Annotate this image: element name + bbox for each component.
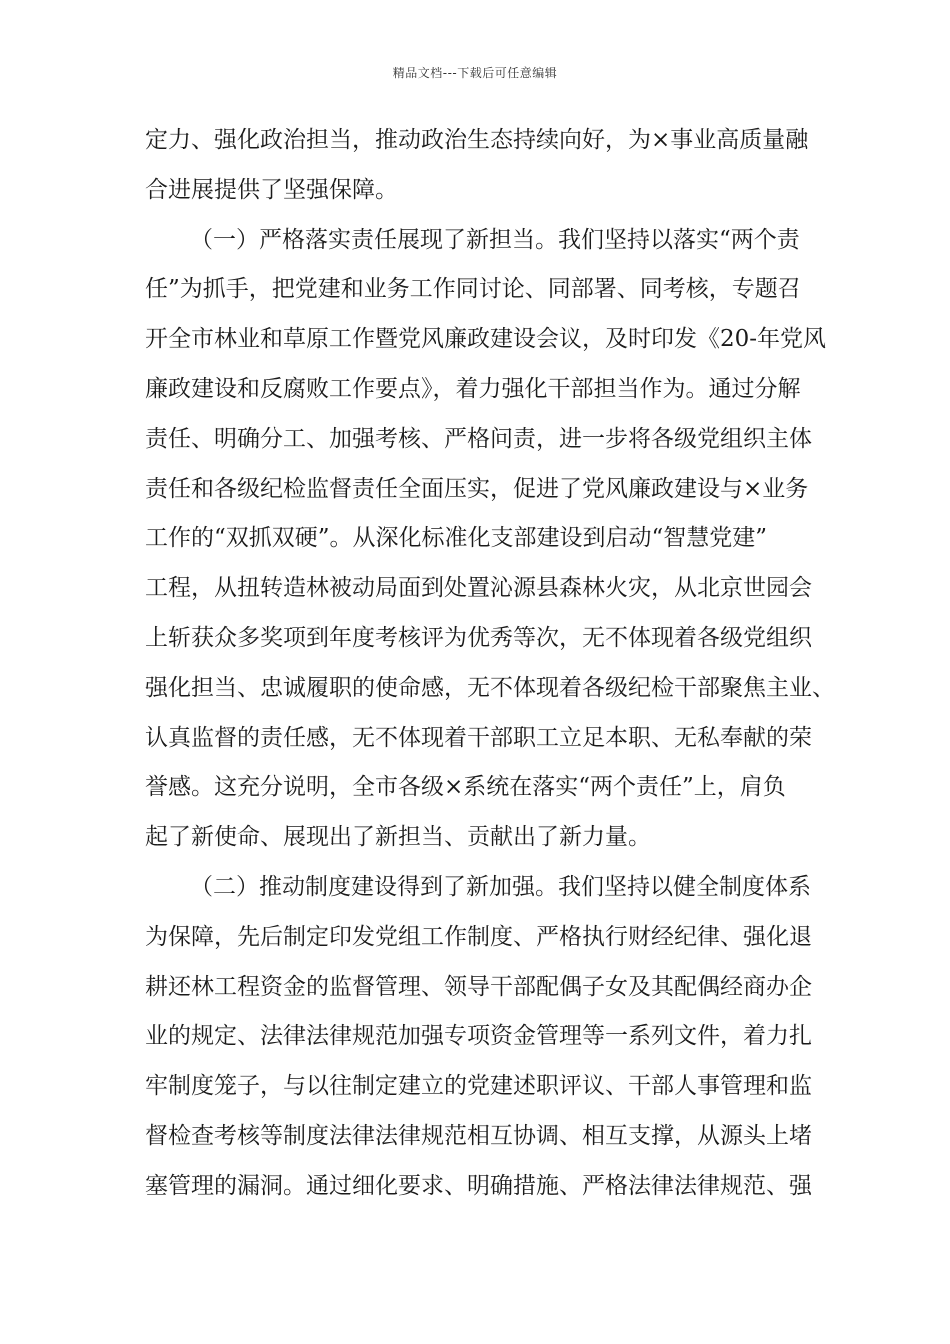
body-line: 责任和各级纪检监督责任全面压实，促进了党风廉政建设与×业务 [145,475,809,502]
body-line: 业的规定、法律法律规范加强专项资金管理等一系列文件，着力扎 [145,1023,812,1050]
body-line: （二）推动制度建设得到了新加强。我们坚持以健全制度体系 [190,874,811,900]
body-line: 任”为抓手，把党建和业务工作同讨论、同部署、同考核，专题召 [145,276,801,303]
body-line: 为保障，先后制定印发党组工作制度、严格执行财经纪律、强化退 [145,923,812,950]
body-line: 上斩获众多奖项到年度考核评为优秀等次，无不体现着各级党组织 [145,625,812,651]
body-line: 耕还林工程资金的监督管理、领导干部配偶子女及其配偶经商办企 [145,973,812,1000]
body-line: （一）严格落实责任展现了新担当。我们坚持以落实“两个责 [190,226,800,253]
body-line: 督检查考核等制度法律法律规范相互协调、相互支撑，从源头上堵 [145,1123,812,1149]
body-line: 廉政建设和反腐败工作要点》，着力强化干部担当作为。通过分解 [145,376,801,402]
body-line: 责任、明确分工、加强考核、严格问责，进一步将各级党组织主体 [145,425,812,452]
body-line: 塞管理的漏洞。通过细化要求、明确措施、严格法律法律规范、强 [145,1172,812,1199]
body-line: 牢制度笼子，与以往制定建立的党建述职评议、干部人事管理和监 [145,1073,812,1100]
body-line: 开全市林业和草原工作暨党风廉政建设会议，及时印发《20-年党风 [145,326,827,353]
body-line: 强化担当、忠诚履职的使命感，无不体现着各级纪检干部聚焦主业、 [145,674,835,701]
body-line: 定力、强化政治担当，推动政治生态持续向好，为×事业高质量融 [145,127,809,153]
body-line: 工程，从扭转造林被动局面到处置沁源县森林火灾，从北京世园会 [145,575,812,602]
body-line: 合进展提供了坚强保障。 [145,176,398,203]
page-header: 精品文档---下载后可任意编辑 [392,66,558,80]
body-line: 起了新使命、展现出了新担当、贡献出了新力量。 [145,824,651,851]
body-line: 工作的“双抓双硬”。从深化标准化支部建设到启动“智慧党建” [145,525,768,552]
body-line: 认真监督的责任感，无不体现着干部职工立足本职、无私奉献的荣 [145,724,812,751]
body-line: 誉感。这充分说明，全市各级×系统在落实“两个责任”上，肩负 [145,774,786,801]
